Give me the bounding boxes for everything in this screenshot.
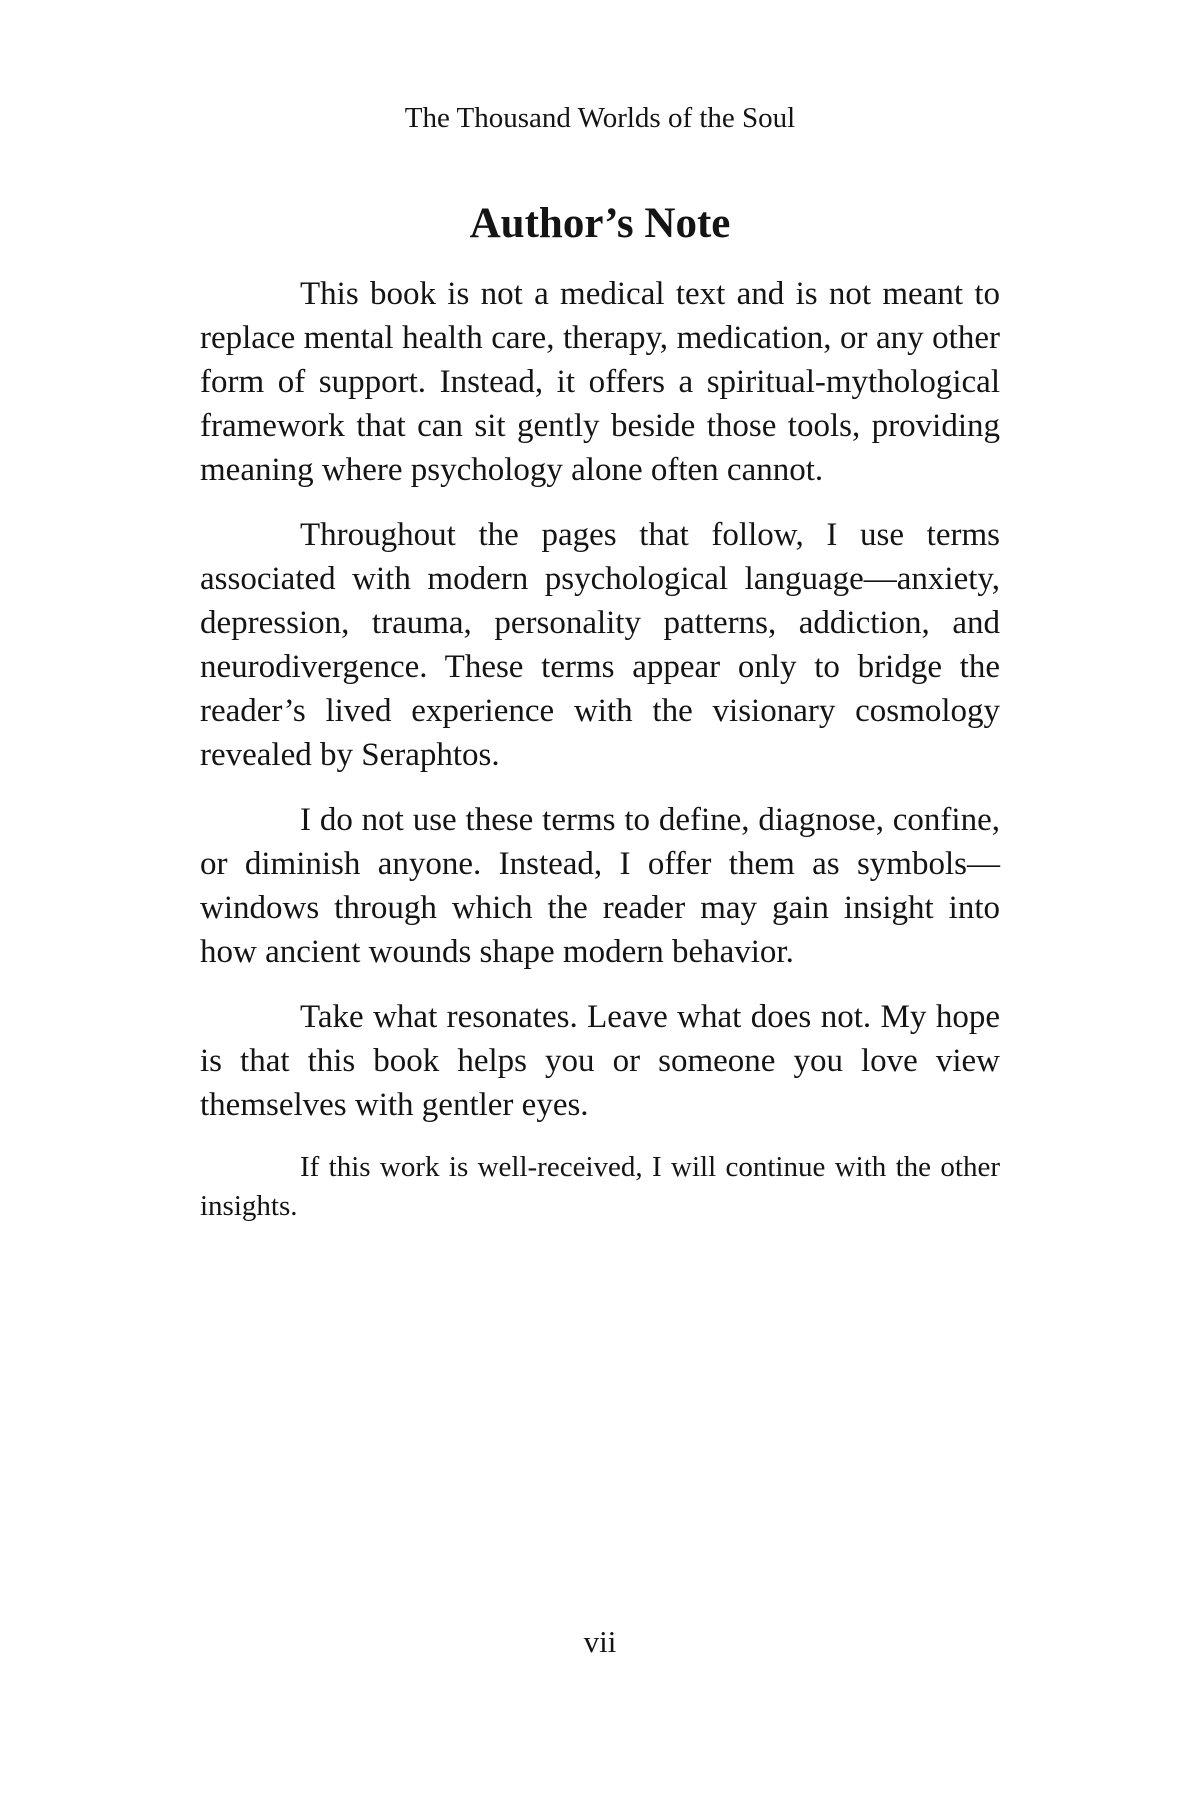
paragraph: Throughout the pages that follow, I use terms associated with modern psychological language—anxiety, depression, trauma, personality patterns, addiction, and neurodivergence. These terms appear only to bridge the reader’s lived experience with the visionary cosmology revealed by Seraphtos. [200,517,1000,773]
paragraph: Take what resonates. Leave what does not. My hope is that this book helps you or someone you love view themselves with gentler eyes. [200,999,1000,1123]
paragraph: This book is not a medical text and is not meant to replace mental health care, therapy, medication, or any other form of support. Instead, it offers a spiritual-mythological framework that can sit gently beside those tools, providing meaning where psychology alone often cannot. [200,276,1000,488]
closing-paragraph: If this work is well-received, I will continue with the other insights. [200,1151,1000,1222]
running-header: The Thousand Worlds of the Soul [404,102,796,134]
paragraph: I do not use these terms to define, diagnose, confine, or diminish anyone. Instead, I offer them as symbols—windows through which the reader may gain insight into how ancient wounds shape modern behavior. [200,802,1000,970]
page-number: vii [583,1624,617,1659]
page-title: Author’s Note [469,200,731,247]
body-text [200,272,1000,1247]
